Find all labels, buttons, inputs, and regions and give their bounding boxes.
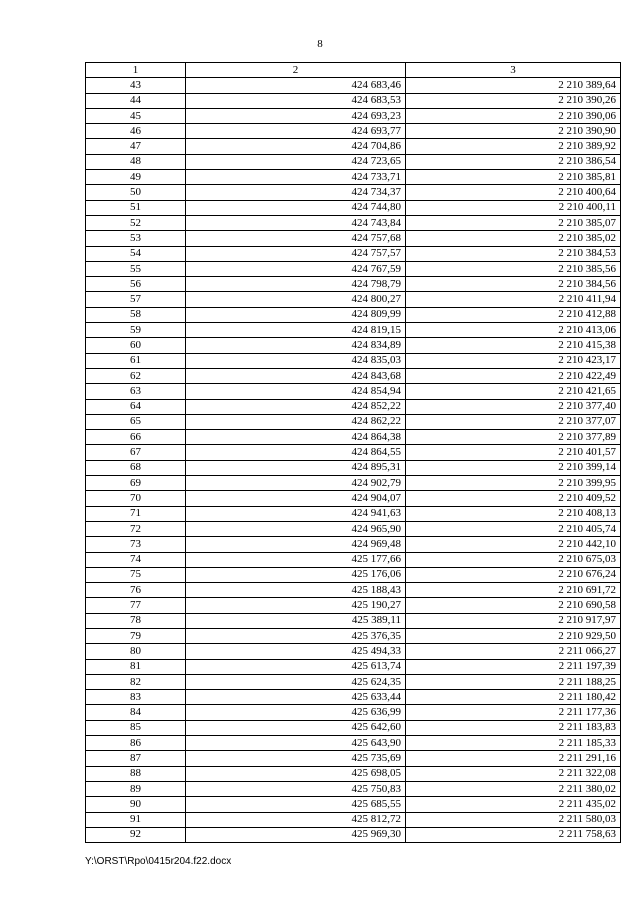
y-coordinate-cell: 2 210 412,88 xyxy=(406,307,621,322)
point-number-cell: 61 xyxy=(86,353,186,368)
y-coordinate-cell: 2 210 401,57 xyxy=(406,445,621,460)
table-row xyxy=(86,690,621,705)
point-number-cell: 58 xyxy=(86,307,186,322)
table-header-row xyxy=(86,63,621,78)
x-coordinate-cell: 424 723,65 xyxy=(186,154,406,169)
table-row xyxy=(86,476,621,491)
x-coordinate-cell: 425 376,35 xyxy=(186,628,406,643)
point-number-cell: 78 xyxy=(86,613,186,628)
y-coordinate-cell: 2 210 442,10 xyxy=(406,537,621,552)
table-row xyxy=(86,797,621,812)
table-row xyxy=(86,384,621,399)
x-coordinate-cell: 424 734,37 xyxy=(186,185,406,200)
column-header: 2 xyxy=(186,63,406,78)
y-coordinate-cell: 2 211 188,25 xyxy=(406,674,621,689)
table-row xyxy=(86,628,621,643)
point-number-cell: 57 xyxy=(86,292,186,307)
table-row xyxy=(86,200,621,215)
point-number-cell: 80 xyxy=(86,644,186,659)
table-row xyxy=(86,537,621,552)
x-coordinate-cell: 424 693,77 xyxy=(186,124,406,139)
y-coordinate-cell: 2 210 422,49 xyxy=(406,368,621,383)
point-number-cell: 63 xyxy=(86,384,186,399)
x-coordinate-cell: 425 642,60 xyxy=(186,720,406,735)
table-row xyxy=(86,781,621,796)
point-number-cell: 45 xyxy=(86,108,186,123)
table-row xyxy=(86,399,621,414)
table-row xyxy=(86,674,621,689)
point-number-cell: 85 xyxy=(86,720,186,735)
x-coordinate-cell: 424 683,46 xyxy=(186,78,406,93)
x-coordinate-cell: 424 852,22 xyxy=(186,399,406,414)
table-row xyxy=(86,552,621,567)
y-coordinate-cell: 2 210 390,90 xyxy=(406,124,621,139)
x-coordinate-cell: 424 757,57 xyxy=(186,246,406,261)
point-number-cell: 90 xyxy=(86,797,186,812)
x-coordinate-cell: 424 809,99 xyxy=(186,307,406,322)
x-coordinate-cell: 424 834,89 xyxy=(186,338,406,353)
point-number-cell: 68 xyxy=(86,460,186,475)
y-coordinate-cell: 2 210 389,92 xyxy=(406,139,621,154)
point-number-cell: 52 xyxy=(86,215,186,230)
y-coordinate-cell: 2 210 917,97 xyxy=(406,613,621,628)
point-number-cell: 62 xyxy=(86,368,186,383)
point-number-cell: 74 xyxy=(86,552,186,567)
point-number-cell: 71 xyxy=(86,506,186,521)
y-coordinate-cell: 2 210 929,50 xyxy=(406,628,621,643)
table-row xyxy=(86,720,621,735)
x-coordinate-cell: 424 843,68 xyxy=(186,368,406,383)
x-coordinate-cell: 424 854,94 xyxy=(186,384,406,399)
x-coordinate-cell: 424 965,90 xyxy=(186,521,406,536)
x-coordinate-cell: 424 895,31 xyxy=(186,460,406,475)
y-coordinate-cell: 2 210 409,52 xyxy=(406,491,621,506)
point-number-cell: 48 xyxy=(86,154,186,169)
x-coordinate-cell: 424 733,71 xyxy=(186,170,406,185)
point-number-cell: 73 xyxy=(86,537,186,552)
point-number-cell: 91 xyxy=(86,812,186,827)
x-coordinate-cell: 424 743,84 xyxy=(186,215,406,230)
table-row xyxy=(86,170,621,185)
x-coordinate-cell: 424 704,86 xyxy=(186,139,406,154)
point-number-cell: 72 xyxy=(86,521,186,536)
table-row xyxy=(86,154,621,169)
x-coordinate-cell: 424 862,22 xyxy=(186,414,406,429)
table-row xyxy=(86,261,621,276)
y-coordinate-cell: 2 210 384,53 xyxy=(406,246,621,261)
y-coordinate-cell: 2 210 385,81 xyxy=(406,170,621,185)
y-coordinate-cell: 2 210 385,02 xyxy=(406,231,621,246)
point-number-cell: 47 xyxy=(86,139,186,154)
x-coordinate-cell: 424 969,48 xyxy=(186,537,406,552)
coordinates-table xyxy=(85,62,621,843)
point-number-cell: 51 xyxy=(86,200,186,215)
y-coordinate-cell: 2 210 390,06 xyxy=(406,108,621,123)
table-row xyxy=(86,751,621,766)
y-coordinate-cell: 2 210 691,72 xyxy=(406,583,621,598)
point-number-cell: 89 xyxy=(86,781,186,796)
table-row xyxy=(86,139,621,154)
x-coordinate-cell: 425 190,27 xyxy=(186,598,406,613)
table-row xyxy=(86,414,621,429)
table-row xyxy=(86,766,621,781)
y-coordinate-cell: 2 210 386,54 xyxy=(406,154,621,169)
table-row xyxy=(86,506,621,521)
x-coordinate-cell: 425 188,43 xyxy=(186,583,406,598)
x-coordinate-cell: 424 744,80 xyxy=(186,200,406,215)
y-coordinate-cell: 2 210 413,06 xyxy=(406,323,621,338)
point-number-cell: 92 xyxy=(86,827,186,842)
y-coordinate-cell: 2 211 180,42 xyxy=(406,690,621,705)
point-number-cell: 84 xyxy=(86,705,186,720)
x-coordinate-cell: 425 735,69 xyxy=(186,751,406,766)
y-coordinate-cell: 2 210 400,11 xyxy=(406,200,621,215)
table-row xyxy=(86,491,621,506)
point-number-cell: 60 xyxy=(86,338,186,353)
y-coordinate-cell: 2 210 408,13 xyxy=(406,506,621,521)
y-coordinate-cell: 2 210 385,07 xyxy=(406,215,621,230)
table-row xyxy=(86,521,621,536)
y-coordinate-cell: 2 211 177,36 xyxy=(406,705,621,720)
x-coordinate-cell: 424 902,79 xyxy=(186,476,406,491)
y-coordinate-cell: 2 210 390,26 xyxy=(406,93,621,108)
x-coordinate-cell: 424 800,27 xyxy=(186,292,406,307)
point-number-cell: 83 xyxy=(86,690,186,705)
point-number-cell: 64 xyxy=(86,399,186,414)
point-number-cell: 67 xyxy=(86,445,186,460)
x-coordinate-cell: 425 643,90 xyxy=(186,736,406,751)
table-row xyxy=(86,644,621,659)
point-number-cell: 59 xyxy=(86,323,186,338)
point-number-cell: 43 xyxy=(86,78,186,93)
x-coordinate-cell: 424 835,03 xyxy=(186,353,406,368)
table-row xyxy=(86,598,621,613)
table-row xyxy=(86,827,621,842)
table-row xyxy=(86,292,621,307)
x-coordinate-cell: 424 864,38 xyxy=(186,430,406,445)
point-number-cell: 44 xyxy=(86,93,186,108)
table-row xyxy=(86,307,621,322)
table-row xyxy=(86,583,621,598)
y-coordinate-cell: 2 210 377,07 xyxy=(406,414,621,429)
y-coordinate-cell: 2 210 690,58 xyxy=(406,598,621,613)
point-number-cell: 50 xyxy=(86,185,186,200)
table-row xyxy=(86,338,621,353)
x-coordinate-cell: 424 757,68 xyxy=(186,231,406,246)
x-coordinate-cell: 425 389,11 xyxy=(186,613,406,628)
table-row xyxy=(86,277,621,292)
table-row xyxy=(86,430,621,445)
y-coordinate-cell: 2 211 291,16 xyxy=(406,751,621,766)
y-coordinate-cell: 2 210 377,89 xyxy=(406,430,621,445)
y-coordinate-cell: 2 210 389,64 xyxy=(406,78,621,93)
point-number-cell: 87 xyxy=(86,751,186,766)
table-row xyxy=(86,460,621,475)
point-number-cell: 70 xyxy=(86,491,186,506)
table-row xyxy=(86,445,621,460)
x-coordinate-cell: 425 750,83 xyxy=(186,781,406,796)
point-number-cell: 79 xyxy=(86,628,186,643)
table-row xyxy=(86,124,621,139)
y-coordinate-cell: 2 211 185,33 xyxy=(406,736,621,751)
y-coordinate-cell: 2 210 399,14 xyxy=(406,460,621,475)
point-number-cell: 82 xyxy=(86,674,186,689)
column-header: 3 xyxy=(406,63,621,78)
x-coordinate-cell: 424 819,15 xyxy=(186,323,406,338)
x-coordinate-cell: 425 685,55 xyxy=(186,797,406,812)
point-number-cell: 53 xyxy=(86,231,186,246)
table-row xyxy=(86,353,621,368)
x-coordinate-cell: 424 864,55 xyxy=(186,445,406,460)
x-coordinate-cell: 425 969,30 xyxy=(186,827,406,842)
y-coordinate-cell: 2 210 423,17 xyxy=(406,353,621,368)
y-coordinate-cell: 2 211 380,02 xyxy=(406,781,621,796)
x-coordinate-cell: 425 177,66 xyxy=(186,552,406,567)
x-coordinate-cell: 425 633,44 xyxy=(186,690,406,705)
table-row xyxy=(86,613,621,628)
y-coordinate-cell: 2 210 385,56 xyxy=(406,261,621,276)
point-number-cell: 49 xyxy=(86,170,186,185)
point-number-cell: 76 xyxy=(86,583,186,598)
y-coordinate-cell: 2 211 183,83 xyxy=(406,720,621,735)
point-number-cell: 54 xyxy=(86,246,186,261)
y-coordinate-cell: 2 210 411,94 xyxy=(406,292,621,307)
table-row xyxy=(86,736,621,751)
y-coordinate-cell: 2 210 400,64 xyxy=(406,185,621,200)
page-number: 8 xyxy=(317,38,323,50)
point-number-cell: 46 xyxy=(86,124,186,139)
table-row xyxy=(86,231,621,246)
point-number-cell: 88 xyxy=(86,766,186,781)
x-coordinate-cell: 424 767,59 xyxy=(186,261,406,276)
table-row xyxy=(86,812,621,827)
y-coordinate-cell: 2 210 415,38 xyxy=(406,338,621,353)
x-coordinate-cell: 424 941,63 xyxy=(186,506,406,521)
x-coordinate-cell: 425 494,33 xyxy=(186,644,406,659)
y-coordinate-cell: 2 210 399,95 xyxy=(406,476,621,491)
x-coordinate-cell: 425 613,74 xyxy=(186,659,406,674)
y-coordinate-cell: 2 211 066,27 xyxy=(406,644,621,659)
table-row xyxy=(86,368,621,383)
point-number-cell: 65 xyxy=(86,414,186,429)
x-coordinate-cell: 424 798,79 xyxy=(186,277,406,292)
x-coordinate-cell: 425 636,99 xyxy=(186,705,406,720)
x-coordinate-cell: 425 624,35 xyxy=(186,674,406,689)
table-row xyxy=(86,185,621,200)
table-row xyxy=(86,567,621,582)
x-coordinate-cell: 425 698,05 xyxy=(186,766,406,781)
point-number-cell: 86 xyxy=(86,736,186,751)
y-coordinate-cell: 2 211 435,02 xyxy=(406,797,621,812)
y-coordinate-cell: 2 211 758,63 xyxy=(406,827,621,842)
y-coordinate-cell: 2 210 421,65 xyxy=(406,384,621,399)
point-number-cell: 56 xyxy=(86,277,186,292)
point-number-cell: 66 xyxy=(86,430,186,445)
x-coordinate-cell: 425 176,06 xyxy=(186,567,406,582)
table-row xyxy=(86,93,621,108)
point-number-cell: 77 xyxy=(86,598,186,613)
y-coordinate-cell: 2 211 197,39 xyxy=(406,659,621,674)
x-coordinate-cell: 424 683,53 xyxy=(186,93,406,108)
table-row xyxy=(86,705,621,720)
table-row xyxy=(86,78,621,93)
table-row xyxy=(86,323,621,338)
column-header: 1 xyxy=(86,63,186,78)
y-coordinate-cell: 2 210 377,40 xyxy=(406,399,621,414)
y-coordinate-cell: 2 210 384,56 xyxy=(406,277,621,292)
point-number-cell: 75 xyxy=(86,567,186,582)
x-coordinate-cell: 425 812,72 xyxy=(186,812,406,827)
y-coordinate-cell: 2 210 676,24 xyxy=(406,567,621,582)
point-number-cell: 81 xyxy=(86,659,186,674)
table-row xyxy=(86,246,621,261)
x-coordinate-cell: 424 693,23 xyxy=(186,108,406,123)
point-number-cell: 55 xyxy=(86,261,186,276)
y-coordinate-cell: 2 211 322,08 xyxy=(406,766,621,781)
table-row xyxy=(86,108,621,123)
y-coordinate-cell: 2 210 675,03 xyxy=(406,552,621,567)
table-row xyxy=(86,215,621,230)
x-coordinate-cell: 424 904,07 xyxy=(186,491,406,506)
document-file-path: Y:\ORST\Rpo\0415r204.f22.docx xyxy=(85,856,232,867)
y-coordinate-cell: 2 211 580,03 xyxy=(406,812,621,827)
point-number-cell: 69 xyxy=(86,476,186,491)
y-coordinate-cell: 2 210 405,74 xyxy=(406,521,621,536)
table-row xyxy=(86,659,621,674)
